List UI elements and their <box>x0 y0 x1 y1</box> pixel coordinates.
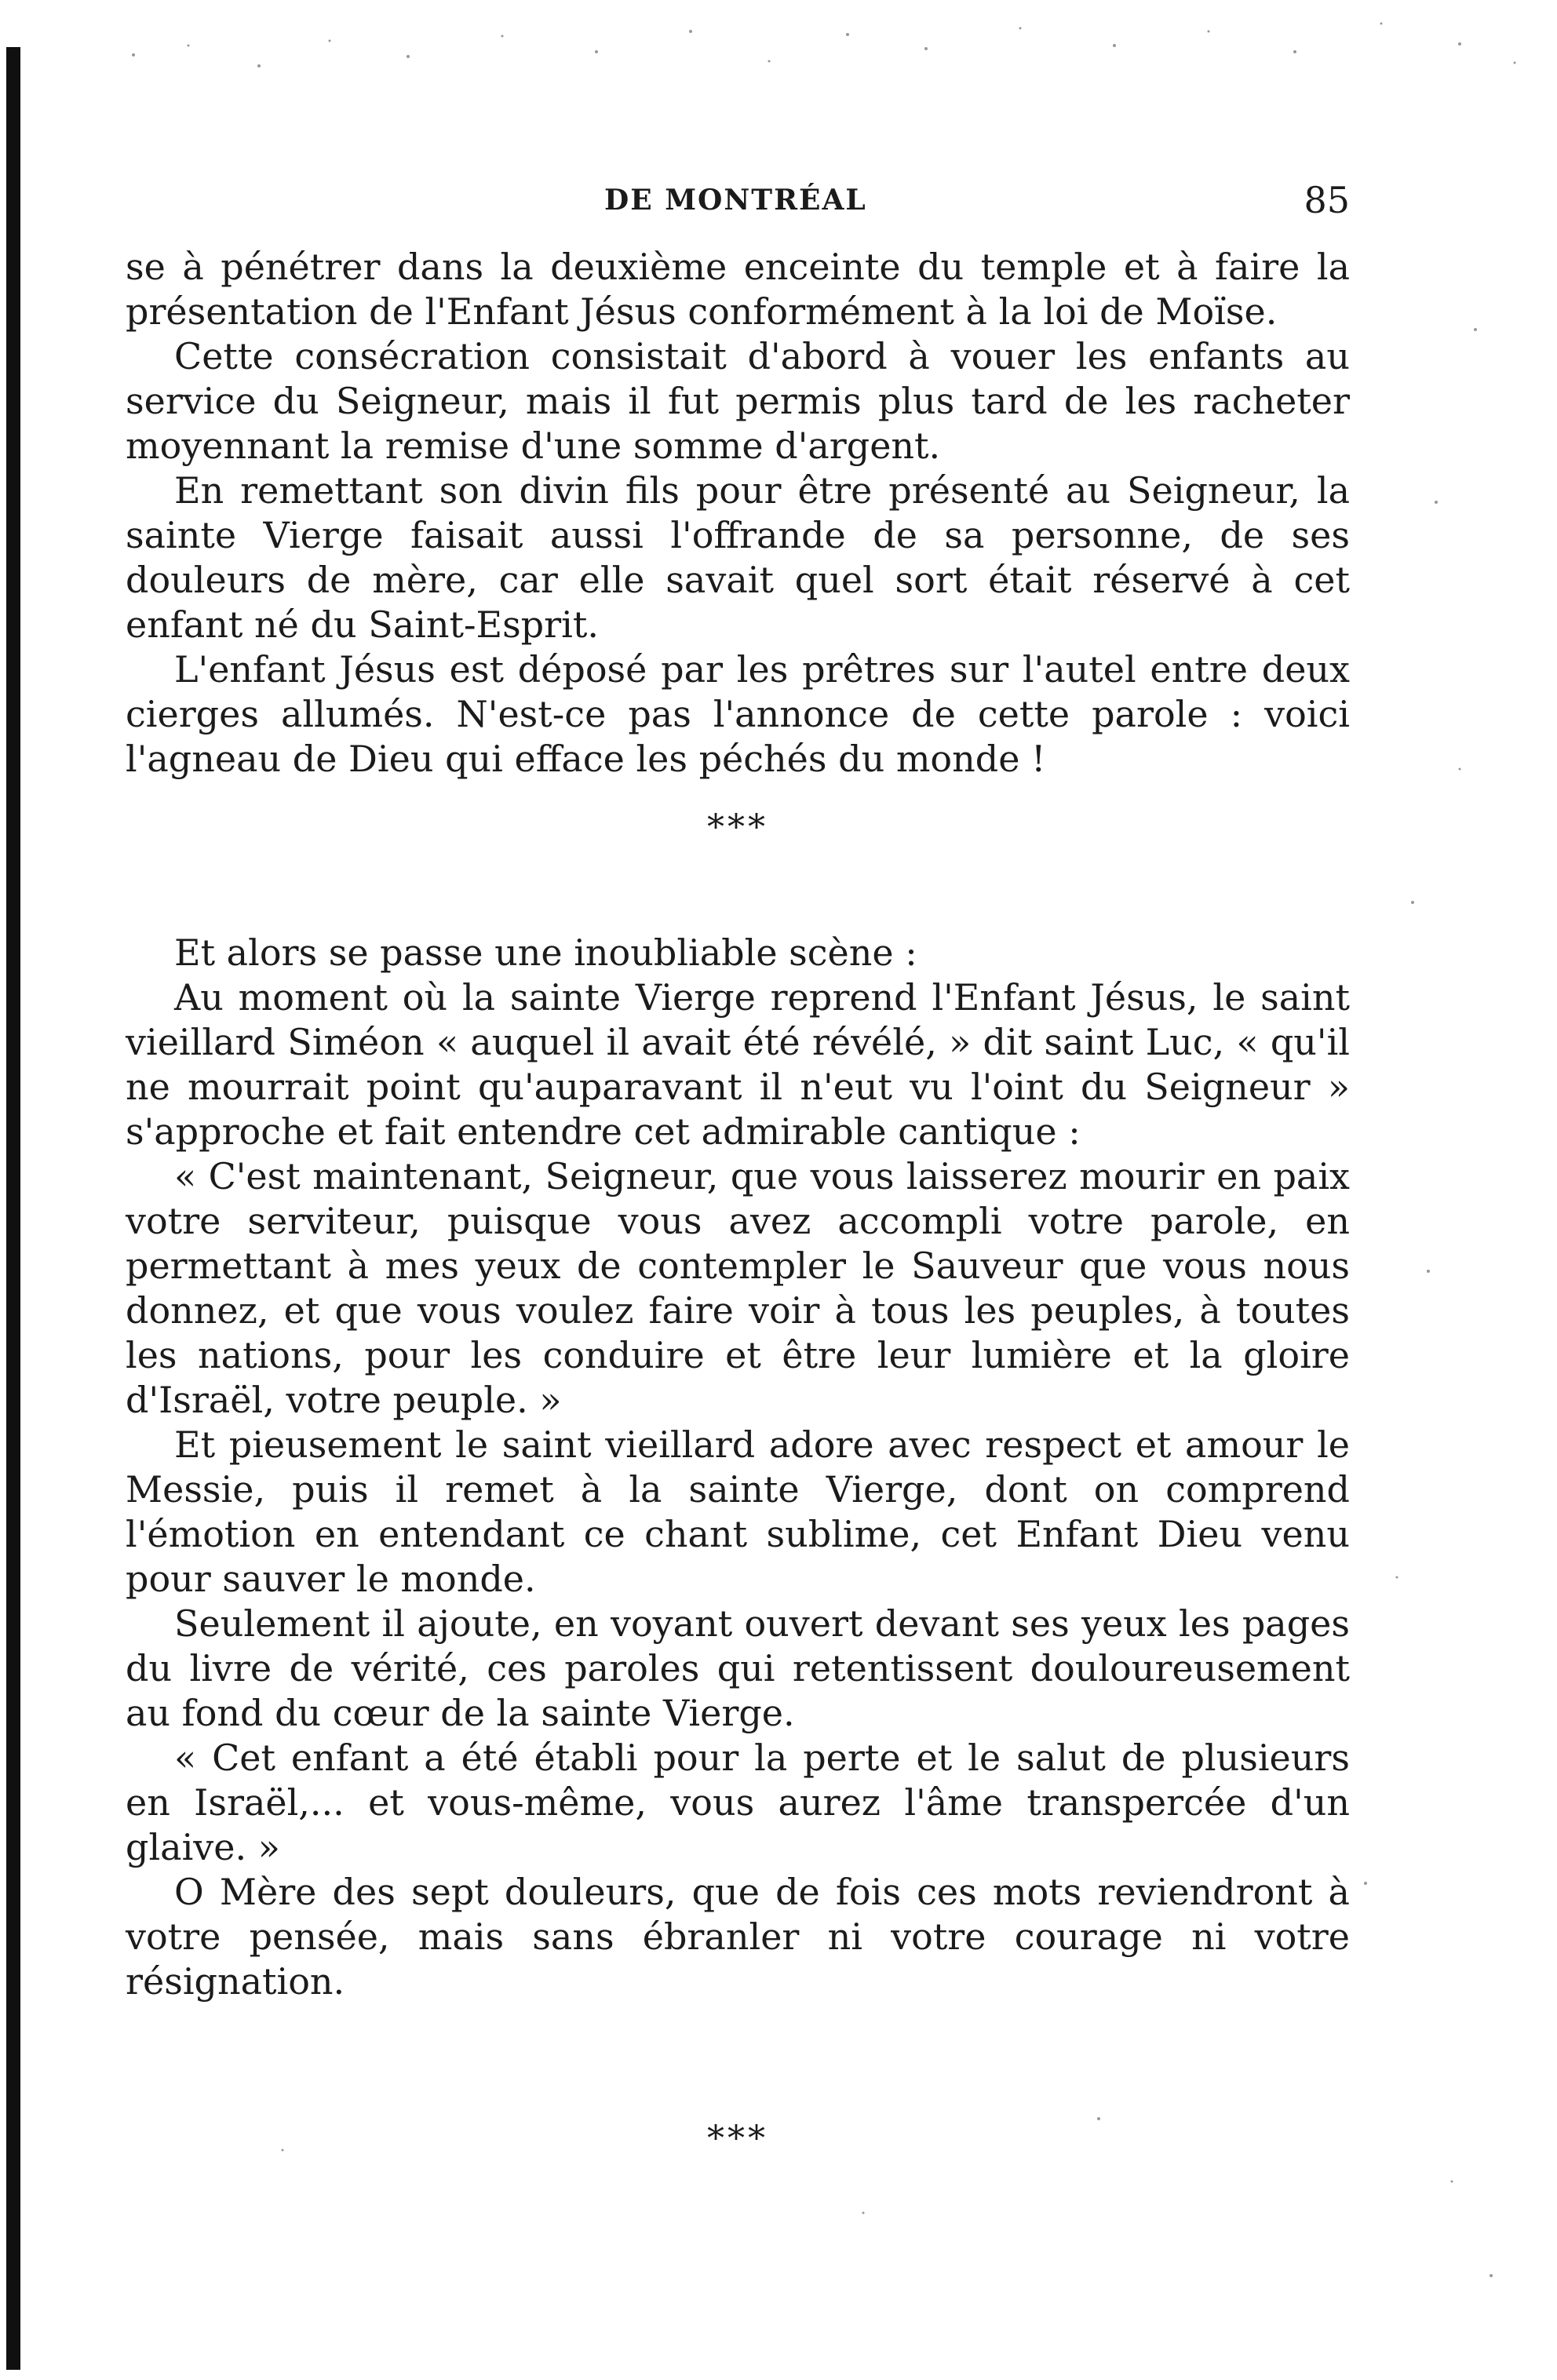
paragraph: En remettant son divin fils pour être présenté au Seigneur, la sainte Vierge faisait aussi l'offrande de sa personne, de ses douleurs de mère, car elle savait quel sort était réservé à cet enfant né du Saint-Esprit. <box>126 469 1350 646</box>
paragraph: Et alors se passe une inoubliable scène : <box>174 931 917 974</box>
running-title: DE MONTRÉAL <box>604 184 867 217</box>
page-number: 85 <box>1304 179 1350 221</box>
section-separator: *** <box>707 807 768 847</box>
paragraph: Cette consécration consistait d'abord à vouer les enfants au service du Seigneur, mais il fut permis plus tard de les racheter moyennant la remise d'une somme d'argent. <box>126 335 1350 467</box>
paragraph: Au moment où la sainte Vierge reprend l'Enfant Jésus, le saint vieillard Siméon « auquel il avait été révélé, » dit saint Luc, « qu'il ne mourrait point qu'auparavant il n'eut vu l'oint du Seigneur » s'approche et fait entendre cet admirable cantique : <box>126 976 1350 1153</box>
running-head <box>126 179 1350 226</box>
paragraph: Seulement il ajoute, en voyant ouvert devant ses yeux les pages du livre de vérité, ces paroles qui retentissent douloureusement au fond du cœur de la sainte Vierge. <box>126 1602 1350 1734</box>
paragraph: « C'est maintenant, Seigneur, que vous laisserez mourir en paix votre serviteur, puisque vous avez accompli votre parole, en permettant à mes yeux de contempler le Sauveur que vous nous donnez, et que vous voulez faire voir à tous les peuples, à toutes les nations, pour les conduire et être leur lumière et la gloire d'Israël, votre peuple. » <box>126 1155 1350 1421</box>
paragraph: Et pieusement le saint vieillard adore avec respect et amour le Messie, puis il remet à la sainte Vierge, dont on comprend l'émotion en entendant ce chant sublime, cet Enfant Dieu venu pour sauver le monde. <box>126 1423 1350 1600</box>
paragraph: L'enfant Jésus est déposé par les prêtres sur l'autel entre deux cierges allumés. N'est-ce pas l'annonce de cette parole : voici l'agneau de Dieu qui efface les péchés du monde ! <box>126 648 1350 780</box>
paragraph: « Cet enfant a été établi pour la perte et le salut de plusieurs en Israël,... et vous-même, vous aurez l'âme transpercée d'un glaive. » <box>126 1737 1350 1868</box>
section-separator-bottom: *** <box>707 2119 768 2159</box>
paragraph: O Mère des sept douleurs, que de fois ces mots reviendront à votre pensée, mais sans ébranler ni votre courage ni votre résignation. <box>126 1871 1350 2003</box>
paragraph: se à pénétrer dans la deuxième enceinte du temple et à faire la présentation de l'Enfant Jésus conformément à la loi de Moïse. <box>126 246 1350 333</box>
body-text <box>126 245 1350 2004</box>
